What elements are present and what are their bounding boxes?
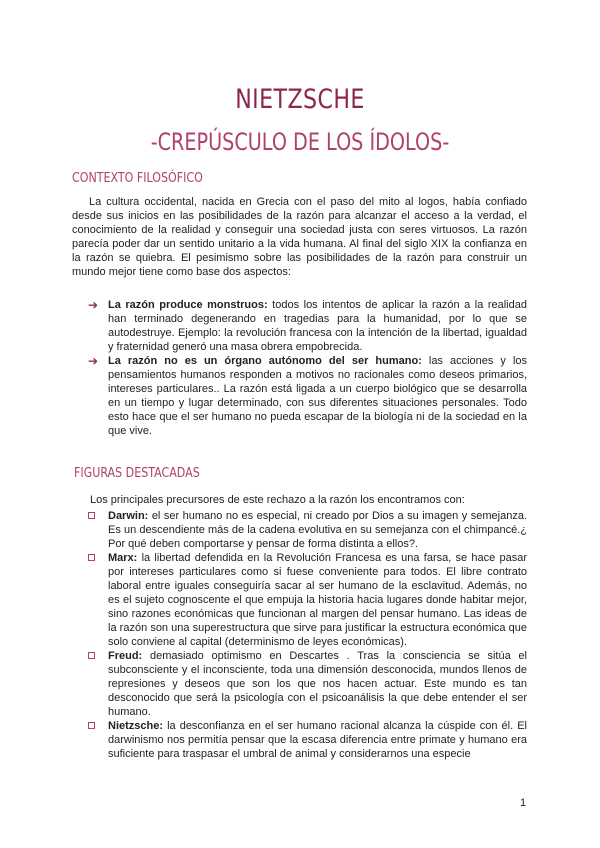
item-text: la libertad defendida en la Revolución Francesa es una farsa, se hace pasar por intereses particulares como si fuese conveniente para todos. El libre contrato laboral entre iguales conseguiría sacar al ser humano de la esclavitud. Además, no es el sujeto cognoscente el que empuja la historia hacia lugares donde habitar mejor, sino razones económicas que funcionan al margen del pensar humano. Las ideas de la razón son una superestructura que sirve para justificar la estructura económica que solo conviene al capital (determinismo de leyes económicas). (108, 552, 527, 648)
checkbox-bullet-icon (88, 652, 95, 659)
list-item (88, 354, 527, 438)
figures-intro: Los principales precursores de este rechazo a la razón los encontramos con: (90, 494, 465, 506)
arrow-right-icon: ➔ (88, 298, 99, 312)
figures-list (88, 509, 527, 761)
list-item (88, 649, 527, 719)
document-subtitle: -CREPÚSCULO DE LOS ÍDOLOS- (150, 128, 450, 156)
item-label: La razón no es un órgano autónomo del ser humano: (108, 355, 422, 367)
item-label: Darwin: (108, 510, 149, 522)
list-item (88, 298, 527, 354)
item-label: Nietzsche: (108, 720, 164, 732)
item-text: las acciones y los pensamientos humanos responden a motivos no racionales como deseos primarios, intereses particulares.. La razón está ligada a un cuerpo biológico que se desarrolla en un tiempo y lugar determinado, con sus diferentes situaciones personales. Todo esto hace que el ser humano no pueda escapar de la biología ni de la sociedad en la que vive. (108, 355, 528, 437)
section-heading-figures: FIGURAS DESTACADAS (74, 465, 200, 481)
item-text: todos los intentos de aplicar la razón a la realidad han terminado degenerando en tragedias para la humanidad, por lo que se autodestruye. Ejemplo: la revolución francesa con la intención de la libertad, igualdad y fraternidad generó una masa obrera empobrecida. (108, 299, 527, 353)
item-label: Marx: (108, 552, 138, 564)
list-item (88, 551, 527, 649)
item-text: la desconfianza en el ser humano racional alcanza la cúspide con él. El darwinismo nos permitía pensar que la escasa diferencia entre primate y humano era suficiente para traspasar el umbral de animal y considerarnos una especie (108, 720, 527, 760)
item-text: el ser humano no es especial, ni creado por Dios a su imagen y semejanza. Es un descendiente más de la cadena evolutiva en su semejanza con el chimpancé.¿ Por qué deben comportarse y pensar de forma distinta a ellos?. (108, 510, 527, 550)
arrow-right-icon: ➔ (88, 354, 99, 368)
list-item (88, 509, 527, 551)
section-heading-context: CONTEXTO FILOSÓFICO (72, 170, 203, 186)
context-list (88, 298, 527, 438)
document-title: NIETZSCHE (235, 84, 365, 115)
item-label: Freud: (108, 650, 143, 662)
list-item (88, 719, 527, 761)
checkbox-bullet-icon (88, 722, 95, 729)
checkbox-bullet-icon (88, 554, 95, 561)
item-label: La razón produce monstruos: (108, 299, 268, 311)
item-text: demasiado optimismo en Descartes . Tras la consciencia se sitúa el subconsciente y el inconsciente, toda una dimensión desconocida, mundos llenos de represiones y deseos que son los que nos hacen actuar. Este mundo es tan desconocido que será la psicología con el psicoanálisis la que debe entender el ser humano. (108, 650, 527, 718)
context-paragraph: La cultura occidental, nacida en Grecia con el paso del mito al logos, había confiado desde sus inicios en las posibilidades de la razón para alcanzar el acceso a la verdad, el conocimiento de la realidad y conseguir una sociedad justa con seres virtuosos. La razón parecía poder dar un sentido unitario a la vida humana. Al final del siglo XIX la confianza en la razón se quiebra. El pesimismo sobre las posibilidades de la razón para construir un mundo mejor tiene como base dos aspectos: (72, 196, 527, 278)
checkbox-bullet-icon (88, 512, 95, 519)
page-number: 1 (520, 797, 527, 809)
